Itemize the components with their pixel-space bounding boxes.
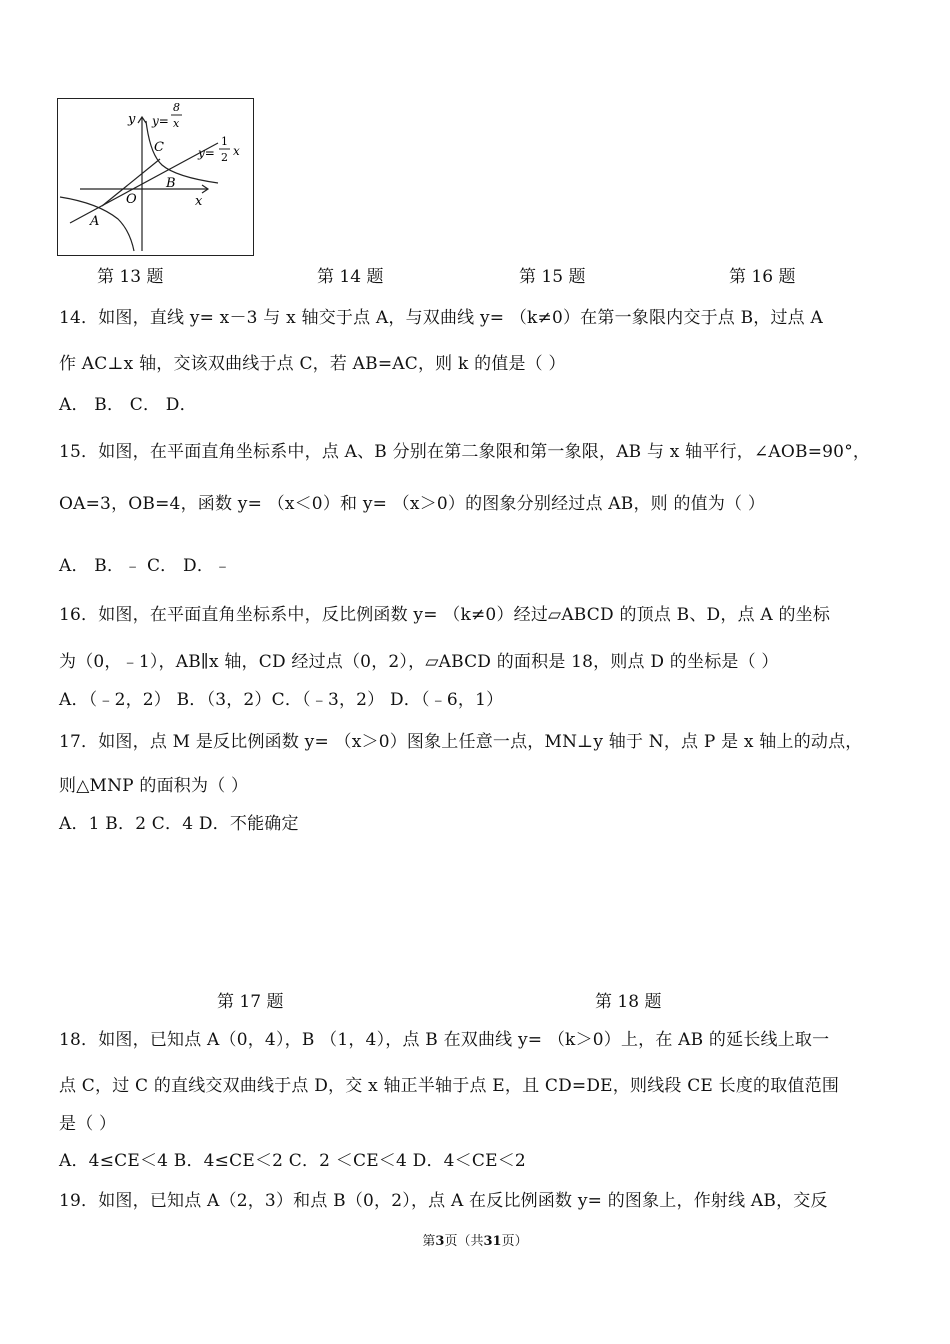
line-half-x xyxy=(70,143,218,223)
caption-q17: 第 17 题 xyxy=(217,992,284,1012)
q18-line-2: 点 C，过 C 的直线交双曲线于点 D，交 x 轴正半轴于点 E，且 CD=DE，则线段 CE 长度的取值范围 xyxy=(59,1076,840,1096)
q14-options: A． B． C． D． xyxy=(59,395,197,415)
caption-q14: 第 14 题 xyxy=(317,267,384,287)
q15-options: A． B．﹣ C． D．﹣ xyxy=(59,556,232,576)
q14-line-2: 作 AC⊥x 轴，交该双曲线于点 C，若 AB=AC，则 k 的值是（ ） xyxy=(59,354,566,374)
footer-post: 页） xyxy=(501,1234,528,1249)
footer-total-pages: 31 xyxy=(483,1234,502,1249)
label-y: y xyxy=(128,112,136,127)
eq2-numerator: 1 xyxy=(221,135,228,148)
q17-line-1: 17．如图，点 M 是反比例函数 y= （x＞0）图象上任意一点，MN⊥y 轴于 N，点 P 是 x 轴上的动点， xyxy=(59,732,863,752)
eq2-prefix: y= xyxy=(198,146,215,160)
footer-mid: 页（共 xyxy=(444,1234,484,1249)
caption-q16: 第 16 题 xyxy=(729,267,796,287)
label-B: B xyxy=(166,176,176,191)
eq2-suffix: x xyxy=(233,144,240,158)
figure-q13-graph xyxy=(58,99,253,255)
caption-q15: 第 15 题 xyxy=(519,267,586,287)
eq1-denominator: x xyxy=(173,117,180,130)
label-x: x xyxy=(195,194,203,209)
q15-line-2: OA=3，OB=4，函数 y= （x＜0）和 y= （x＞0）的图象分别经过点 AB，则 的值为（ ） xyxy=(59,494,766,514)
q18-line-3: 是（ ） xyxy=(59,1114,117,1134)
q17-options: A．1 B．2 C．4 D．不能确定 xyxy=(59,814,299,834)
q18-line-1: 18．如图，已知点 A（0，4），B （1，4），点 B 在双曲线 y= （k＞0）上，在 AB 的延长线上取一 xyxy=(59,1030,830,1050)
caption-q18: 第 18 题 xyxy=(595,992,662,1012)
eq1-numerator: 8 xyxy=(173,101,180,114)
footer-page-number: 3 xyxy=(435,1234,445,1249)
q14-line-1: 14．如图，直线 y= x－3 与 x 轴交于点 A，与双曲线 y= （k≠0）在第一象限内交于点 B，过点 A xyxy=(59,308,823,328)
label-A: A xyxy=(90,214,100,229)
figure-q13 xyxy=(57,98,254,256)
q17-line-2: 则△MNP 的面积为（ ） xyxy=(59,776,249,796)
q16-options: A．（﹣2，2） B．（3，2）C．（﹣3，2） D．（﹣6，1） xyxy=(59,690,504,710)
q19-line-1: 19．如图，已知点 A（2，3）和点 B（0，2），点 A 在反比例函数 y= 的图象上，作射线 AB，交反 xyxy=(59,1191,828,1211)
eq1-prefix: y= xyxy=(152,114,169,128)
q18-options: A．4≤CE＜4 B．4≤CE＜2 C．2 ＜CE＜4 D．4＜CE＜2 xyxy=(59,1151,526,1171)
q15-line-1: 15．如图，在平面直角坐标系中，点 A、B 分别在第二象限和第一象限，AB 与 x 轴平行，∠AOB=90°， xyxy=(59,442,871,462)
page-footer xyxy=(0,1234,950,1250)
caption-q13: 第 13 题 xyxy=(97,267,164,287)
label-O: O xyxy=(126,192,137,207)
eq2-denominator: 2 xyxy=(221,151,228,164)
q16-line-2: 为（0，﹣1），AB∥x 轴，CD 经过点（0，2），▱ABCD 的面积是 18，则点 D 的坐标是（ ） xyxy=(59,652,779,672)
footer-pre: 第 xyxy=(422,1234,436,1249)
label-C: C xyxy=(154,140,164,155)
q16-line-1: 16．如图，在平面直角坐标系中，反比例函数 y= （k≠0）经过▱ABCD 的顶点 B、D，点 A 的坐标 xyxy=(59,605,831,625)
